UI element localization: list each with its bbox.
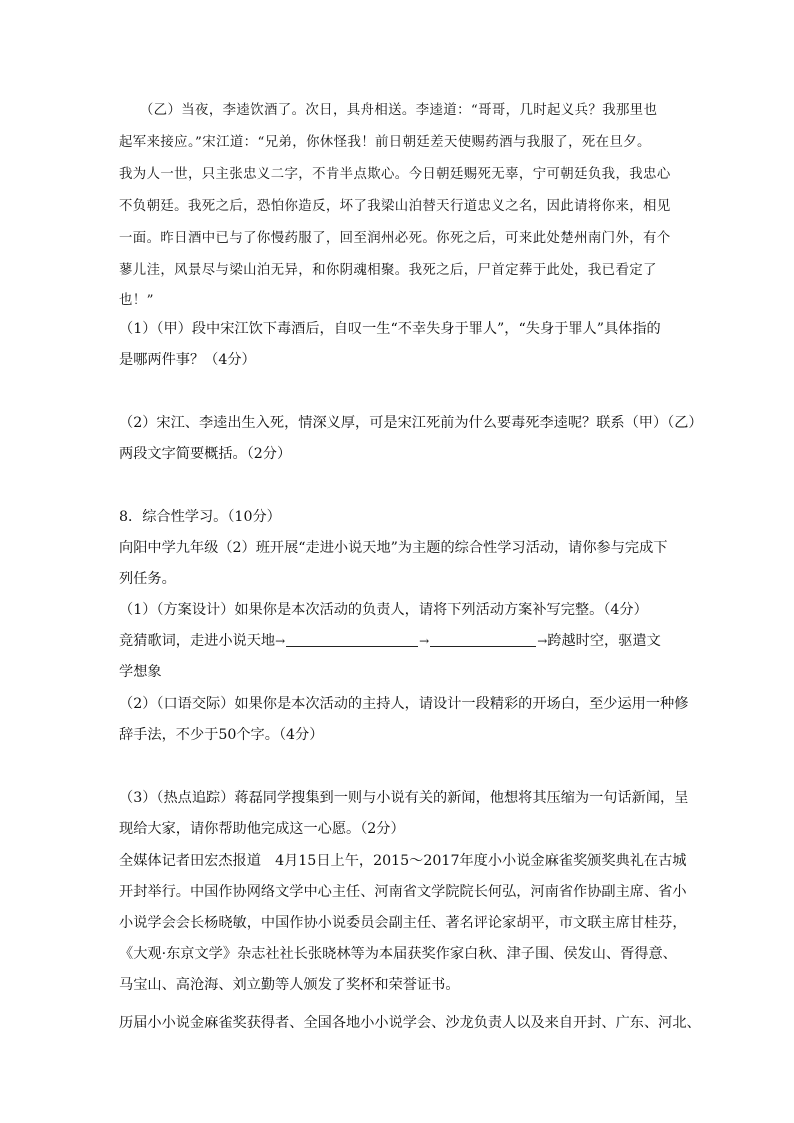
passage-yi-line-6: 蓼儿洼，风景尽与梁山泊无异，和你阴魂相聚。我死之后，尸首定葬于此处，我已看定了 [119, 263, 657, 278]
arrow-icon: → [419, 634, 430, 648]
news-line-3: 小说学会会长杨晓敏，中国作协小说委员会副主任、著名评论家胡平，市文联主席甘桂芬， [119, 915, 687, 931]
passage-yi-line-2: 起军来接应。”宋江道：“兄弟，你休怪我！前日朝廷差天使赐药酒与我服了，死在旦夕。 [119, 135, 651, 150]
q7-sub1-line-1: （1）（甲）段中宋江饮下毒酒后，自叹一生“不幸失身于罪人”，“失身于罪人”具体指的 [119, 321, 661, 337]
arrow-icon: → [537, 634, 548, 648]
q8-plan-line-2: 学想象 [119, 664, 162, 680]
news-line-4: 《大观·东京文学》杂志社社长张晓林等为本届获奖作家白秋、津子围、侯发山、胥得意、 [119, 946, 677, 962]
arrow-icon: → [275, 634, 286, 648]
q8-task2-line-2: 辞手法，不少于50个字。（4分） [119, 727, 324, 743]
q8-intro-line-2: 列任务。 [119, 571, 176, 587]
q8-title: 8．综合性学习。（10分） [119, 509, 281, 525]
news-line-2: 开封举行。中国作协网络文学中心主任、河南省文学院院长何弘，河南省作协副主席、省小 [119, 884, 687, 900]
news-line-1: 全媒体记者田宏杰报道 4月15日上午，2015～2017年度小小说金麻雀奖颁奖典礼在古城 [119, 853, 687, 869]
plan-blank-2[interactable] [430, 632, 536, 647]
plan-end-text: 跨越时空，驱遣文 [547, 633, 661, 649]
passage-yi-line-3: 我为人一世，只主张忠义二字，不肯半点欺心。今日朝廷赐死无辜，宁可朝廷负我，我忠心 [119, 167, 671, 182]
q7-sub2-line-2: 两段文字简要概括。（2分） [119, 446, 292, 462]
q8-task3-line-1: （3）（热点追踪）蒋磊同学搜集到一则与小说有关的新闻，他想将其压缩为一句话新闻，呈 [119, 790, 689, 806]
passage-yi-line-5: 一面。昨日酒中已与了你慢药服了，回至润州必死。你死之后，可来此处楚州南门外，有个 [119, 231, 671, 246]
q8-intro-line-1: 向阳中学九年级（2）班开展“走进小说天地”为主题的综合性学习活动，请你参与完成下 [119, 540, 668, 556]
q8-task1: （1）（方案设计）如果你是本次活动的负责人，请将下列活动方案补写完整。（4分） [119, 602, 648, 618]
plan-blank-1[interactable] [286, 632, 418, 647]
passage-yi-line-1: （乙）当夜，李逵饮酒了。次日，具舟相送。李逵道：“哥哥，几时起义兵？我那里也 [119, 103, 658, 118]
q8-task3-line-2: 现给大家，请你帮助他完成这一心愿。（2分） [119, 821, 405, 837]
q8-task2-line-1: （2）（口语交际）如果你是本次活动的主持人，请设计一段精彩的开场白，至少运用一种修 [119, 696, 689, 712]
news-line-5: 马宝山、高沧海、刘立勤等人颁发了奖杯和荣誉证书。 [119, 977, 460, 993]
passage-yi-line-4: 不负朝廷。我死之后，恐怕你造反，坏了我梁山泊替天行道忠义之名，因此请将你来，相见 [119, 199, 671, 214]
plan-start-text: 竞猜歌词，走进小说天地 [119, 633, 276, 649]
q7-sub1-line-2: 是哪两件事？（4分） [119, 352, 256, 368]
passage-yi-line-7: 也！” [119, 293, 154, 308]
q7-sub2-line-1: （2）宋江、李逵出生入死，情深义厚，可是宋江死前为什么要毒死李逵呢？联系（甲）（乙） [119, 415, 703, 431]
news-line-6: 历届小小说金麻雀奖获得者、全国各地小小说学会、沙龙负责人以及来自开封、广东、河北、 [119, 1015, 701, 1031]
q8-plan-line [119, 631, 661, 651]
